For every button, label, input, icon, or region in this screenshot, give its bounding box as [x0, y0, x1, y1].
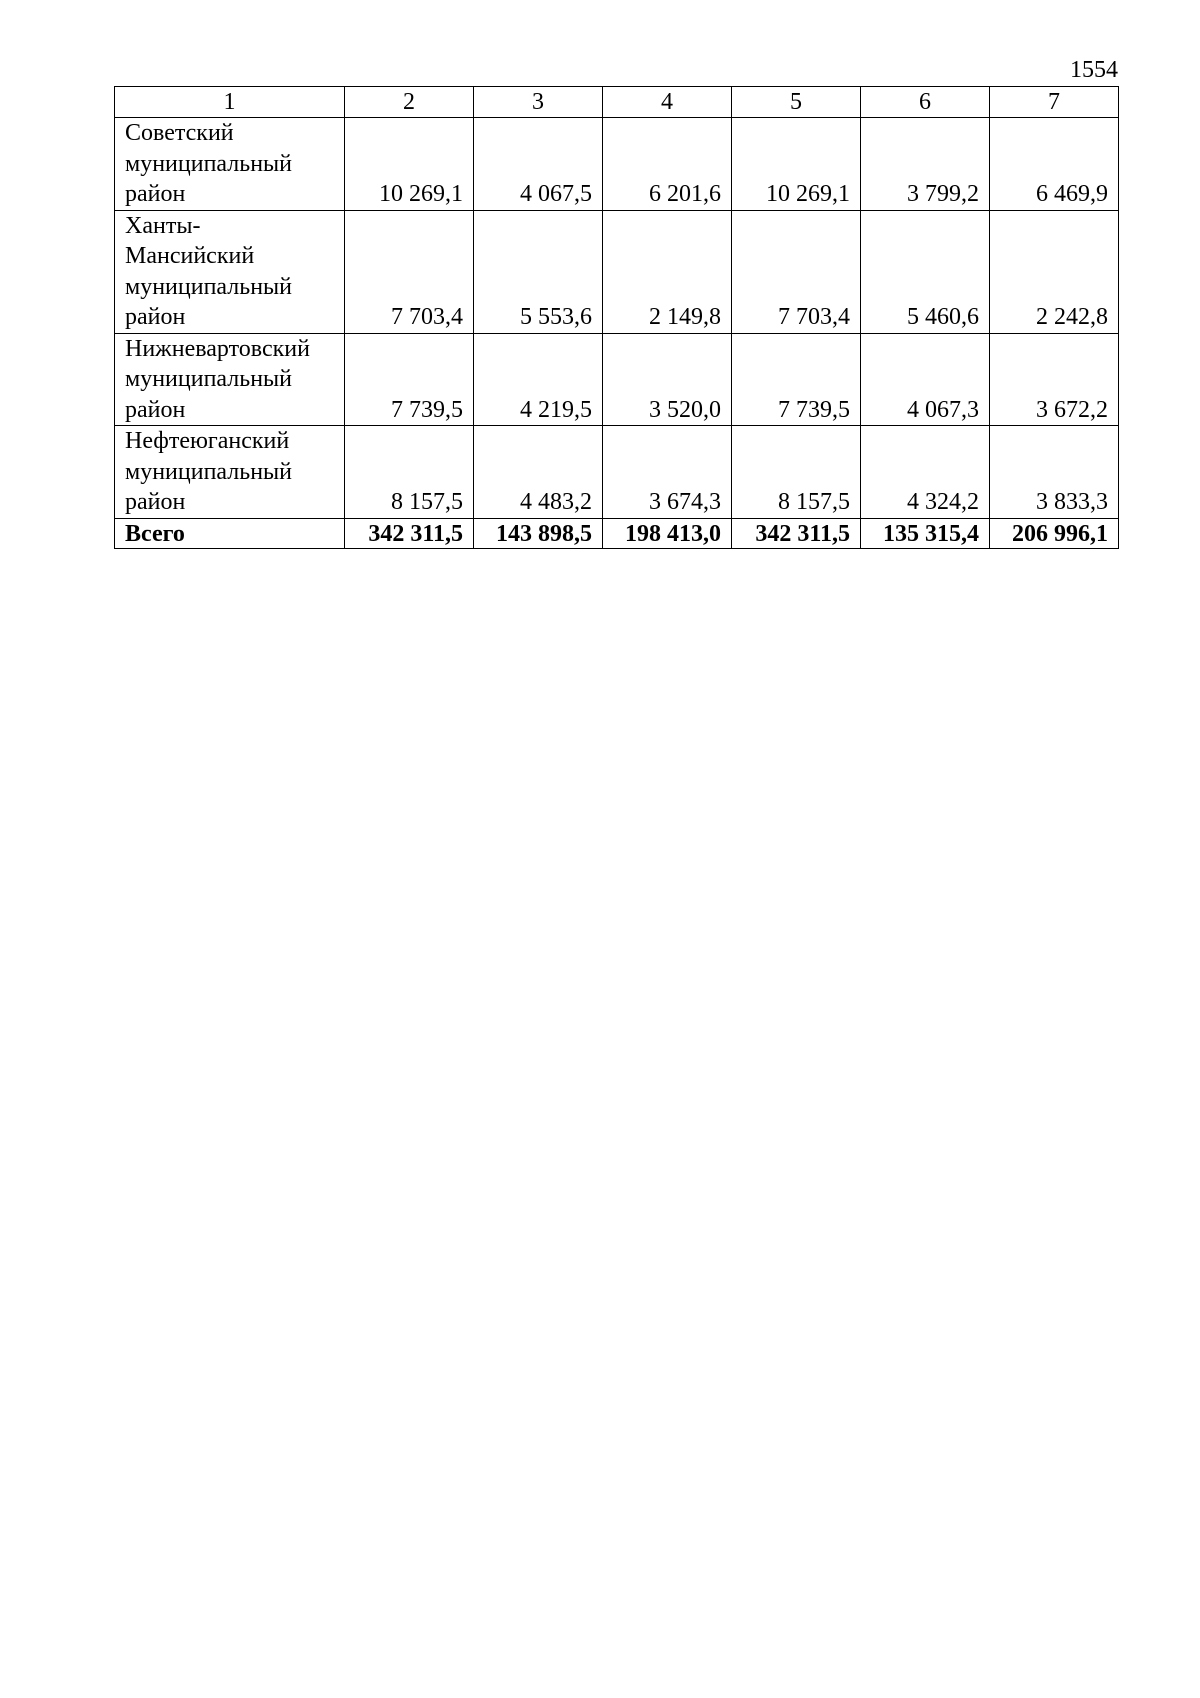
district-name	[115, 118, 345, 211]
district-name-line: Нефтеюганский	[125, 428, 290, 454]
value-cell: 7 703,4	[345, 210, 474, 333]
column-number-4: 4	[603, 87, 732, 118]
district-name	[115, 426, 345, 519]
column-number-5: 5	[732, 87, 861, 118]
value-cell: 3 672,2	[990, 333, 1119, 426]
value-cell: 4 324,2	[861, 426, 990, 519]
value-cell: 4 067,3	[861, 333, 990, 426]
district-name-line: муниципальный	[125, 366, 293, 392]
total-value-cell: 342 311,5	[732, 518, 861, 548]
total-value-cell: 143 898,5	[474, 518, 603, 548]
value-cell: 4 219,5	[474, 333, 603, 426]
district-name-line: муниципальный	[125, 273, 293, 300]
value-cell: 2 242,8	[990, 210, 1119, 333]
district-name-line: Мансийский	[125, 243, 255, 269]
column-number-2: 2	[345, 87, 474, 118]
column-number-3: 3	[474, 87, 603, 118]
district-name-line: Ханты-	[125, 212, 201, 239]
district-name-line: Советский	[125, 120, 234, 146]
value-cell: 8 157,5	[345, 426, 474, 519]
district-name	[115, 210, 345, 333]
column-number-1: 1	[115, 87, 345, 118]
district-name-line: район	[125, 304, 186, 330]
value-cell: 6 469,9	[990, 118, 1119, 211]
value-cell: 3 799,2	[861, 118, 990, 211]
page-number: 1554	[1070, 57, 1118, 83]
table-row	[115, 333, 1119, 426]
value-cell: 4 483,2	[474, 426, 603, 519]
value-cell: 4 067,5	[474, 118, 603, 211]
value-cell: 2 149,8	[603, 210, 732, 333]
value-cell: 3 674,3	[603, 426, 732, 519]
district-name-line: район	[125, 489, 186, 515]
district-name-line: Нижневартовский	[125, 335, 310, 362]
table-total-row	[115, 518, 1119, 548]
table-row	[115, 118, 1119, 211]
value-cell: 8 157,5	[732, 426, 861, 519]
district-name-line: муниципальный	[125, 458, 293, 485]
value-cell: 7 739,5	[345, 333, 474, 426]
table-row	[115, 426, 1119, 519]
district-name	[115, 333, 345, 426]
district-name-line: район	[125, 181, 186, 207]
value-cell: 3 520,0	[603, 333, 732, 426]
table-header-row	[115, 87, 1119, 118]
value-cell: 7 739,5	[732, 333, 861, 426]
value-cell: 5 553,6	[474, 210, 603, 333]
total-value-cell: 198 413,0	[603, 518, 732, 548]
value-cell: 10 269,1	[345, 118, 474, 211]
value-cell: 5 460,6	[861, 210, 990, 333]
total-label: Всего	[115, 518, 345, 548]
value-cell: 10 269,1	[732, 118, 861, 211]
column-number-7: 7	[990, 87, 1119, 118]
total-value-cell: 342 311,5	[345, 518, 474, 548]
total-value-cell: 206 996,1	[990, 518, 1119, 548]
value-cell: 6 201,6	[603, 118, 732, 211]
column-number-6: 6	[861, 87, 990, 118]
district-name-line: муниципальный	[125, 150, 293, 177]
value-cell: 3 833,3	[990, 426, 1119, 519]
table-row	[115, 210, 1119, 333]
district-name-line: район	[125, 396, 186, 423]
data-table	[114, 86, 1119, 549]
total-value-cell: 135 315,4	[861, 518, 990, 548]
value-cell: 7 703,4	[732, 210, 861, 333]
